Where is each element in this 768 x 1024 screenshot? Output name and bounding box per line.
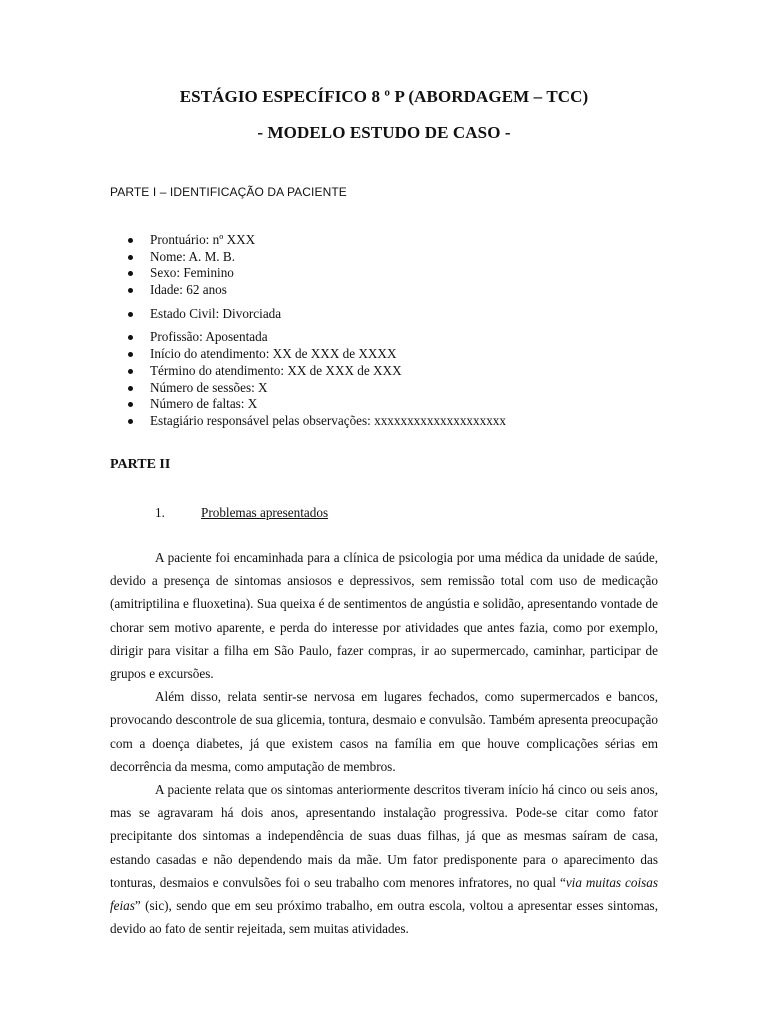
bullet-icon bbox=[128, 271, 133, 276]
list-item: Início do atendimento: XX de XXX de XXXX bbox=[110, 346, 506, 363]
list-item: Término do atendimento: XX de XXX de XXX bbox=[110, 363, 506, 380]
quote-text: via muitas coisas feias bbox=[110, 874, 658, 914]
bullet-icon bbox=[128, 402, 133, 407]
document-subtitle: - MODELO ESTUDO DE CASO - bbox=[257, 123, 511, 142]
part1-heading: PARTE I – IDENTIFICAÇÃO DA PACIENTE bbox=[110, 185, 347, 199]
paragraph: Além disso, relata sentir-se nervosa em lugares fechados, como supermercados e bancos, provocando descontrole de sua glicemia, tontura, desmaio e convulsão. Também apresenta preocupação com a doença diabetes, já que existem casos na família em que houve complicações sérias em decorrência da mesma, como amputação de membros. bbox=[110, 689, 658, 774]
document-title: ESTÁGIO ESPECÍFICO 8 º P (ABORDAGEM – TCC) bbox=[179, 87, 589, 106]
list-item: Idade: 62 anos bbox=[110, 282, 506, 299]
bullet-icon bbox=[128, 419, 133, 424]
section-number: 1. bbox=[155, 505, 165, 520]
bullet-icon bbox=[128, 238, 133, 243]
list-item: Estado Civil: Divorciada bbox=[110, 306, 506, 323]
list-item: Prontuário: nº XXX bbox=[110, 232, 506, 249]
section-title: Problemas apresentados bbox=[201, 505, 329, 520]
paragraph: A paciente relata que os sintomas anteriormente descritos tiveram início há cinco ou seis anos, mas se agravaram há dois anos, apresentando instalação progressiva. Pode-se citar como fator precipitante dos sintomas a independência de suas duas filhas, já que as mesmas saíram de casa, estando casadas e não dependendo mais da mãe. Um fator predisponente para o aparecimento das tonturas, desmaios e convulsões foi o seu trabalho com menores infratores, no qual “via muitas coisas feias” (sic), sendo que em seu próximo trabalho, em outra escola, voltou a apresentar esses sintomas, devido ao fato de sentir rejeitada, sem muitas atividades. bbox=[110, 782, 658, 937]
body-text bbox=[110, 546, 658, 940]
bullet-icon bbox=[128, 288, 133, 293]
list-item: Estagiário responsável pelas observações: xxxxxxxxxxxxxxxxxxxx bbox=[110, 413, 506, 430]
section-heading bbox=[155, 505, 328, 521]
list-item: Nome: A. M. B. bbox=[110, 249, 506, 266]
bullet-icon bbox=[128, 312, 133, 317]
bullet-icon bbox=[128, 255, 133, 260]
list-item: Profissão: Aposentada bbox=[110, 329, 506, 346]
bullet-icon bbox=[128, 352, 133, 357]
bullet-icon bbox=[128, 386, 133, 391]
list-item: Número de faltas: X bbox=[110, 396, 506, 413]
bullet-icon bbox=[128, 369, 133, 374]
identification-list bbox=[110, 232, 506, 430]
bullet-icon bbox=[128, 335, 133, 340]
part2-heading: PARTE II bbox=[110, 457, 171, 472]
paragraph: A paciente foi encaminhada para a clínica de psicologia por uma médica da unidade de saúde, devido a presença de sintomas ansiosos e depressivos, sem remissão total com uso de medicação (amitriptilina e fluoxetina). Sua queixa é de sentimentos de angústia e solidão, apresentando vontade de chorar sem motivo aparente, e perda do interesse por atividades que antes fazia, como por exemplo, dirigir para visitar a filha em São Paulo, fazer compras, ir ao supermercado, caminhar, participar de grupos e excursões. bbox=[110, 550, 658, 682]
list-item: Sexo: Feminino bbox=[110, 265, 506, 282]
list-item: Número de sessões: X bbox=[110, 380, 506, 397]
